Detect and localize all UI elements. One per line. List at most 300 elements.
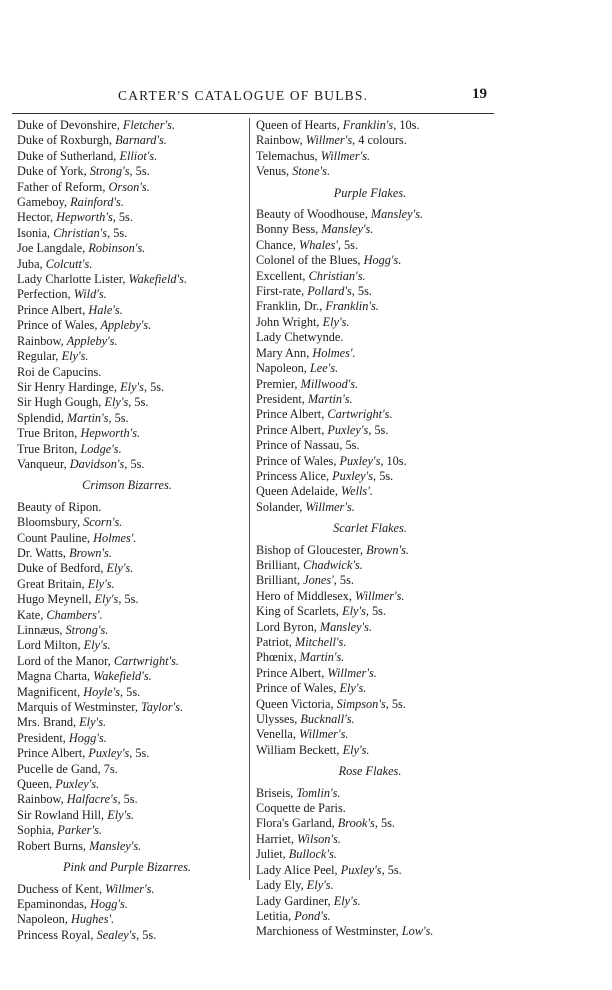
catalogue-entry bbox=[17, 882, 257, 897]
grower-name: Brown's. bbox=[69, 545, 112, 560]
catalogue-entry bbox=[256, 361, 504, 376]
grower-name: Appleby's. bbox=[100, 318, 152, 333]
variety-name: Napoleon, bbox=[256, 361, 310, 376]
catalogue-entry bbox=[17, 287, 257, 302]
grower-name: Franklin's bbox=[342, 118, 394, 132]
grower-name: Puxley's bbox=[339, 453, 381, 468]
variety-name: Lord Byron, bbox=[256, 619, 320, 634]
catalogue-entry bbox=[256, 743, 504, 758]
variety-name: Splendid, bbox=[17, 410, 67, 425]
catalogue-entry bbox=[256, 816, 504, 831]
price-note: , 5s. bbox=[368, 422, 389, 437]
variety-name: Prince Albert, bbox=[17, 302, 89, 317]
variety-name: Briseis, bbox=[256, 785, 297, 800]
variety-name: Bishop of Gloucester, bbox=[256, 542, 367, 557]
catalogue-entry bbox=[256, 238, 504, 253]
catalogue-entry bbox=[17, 792, 257, 807]
price-note: , 5s. bbox=[373, 468, 394, 483]
variety-name: Duke of York, bbox=[17, 164, 90, 179]
page-number: 19 bbox=[472, 86, 487, 102]
section-heading-rose-flakes: Rose Flakes. bbox=[338, 764, 402, 779]
catalogue-entry bbox=[17, 133, 257, 148]
catalogue-entry bbox=[17, 839, 257, 854]
price-note: , 5s. bbox=[124, 456, 145, 471]
catalogue-entry bbox=[17, 700, 257, 715]
catalogue-entry bbox=[17, 623, 257, 638]
grower-name: Lodge's. bbox=[80, 441, 122, 456]
variety-name: Rainbow, bbox=[17, 792, 67, 807]
price-note: , 5s. bbox=[107, 225, 128, 240]
grower-name: Rainford's. bbox=[70, 195, 124, 210]
price-note: , 5s. bbox=[117, 792, 138, 807]
grower-name: Hoyle's bbox=[83, 684, 121, 699]
grower-name: Low's. bbox=[401, 924, 434, 939]
grower-name: Mansley's. bbox=[89, 838, 142, 853]
catalogue-entry bbox=[256, 284, 504, 299]
catalogue-entry bbox=[256, 392, 504, 407]
price-note: , 5s. bbox=[365, 604, 387, 619]
catalogue-entry bbox=[17, 195, 257, 210]
price-note: , 5s. bbox=[337, 237, 359, 252]
catalogue-entry bbox=[17, 777, 257, 792]
catalogue-entry bbox=[256, 573, 504, 588]
grower-name: Taylor's. bbox=[140, 700, 184, 715]
grower-name: Martin's bbox=[66, 410, 109, 425]
grower-name: Mansley's. bbox=[370, 207, 424, 222]
catalogue-entry bbox=[256, 133, 504, 148]
variety-name: Linnæus, bbox=[17, 623, 66, 637]
grower-name: Jones' bbox=[303, 573, 334, 588]
variety-name: Sir Rowland Hill, bbox=[17, 807, 108, 822]
catalogue-entry bbox=[17, 457, 257, 472]
variety-name: Duke of Sutherland, bbox=[17, 148, 120, 163]
grower-name: Willmer's. bbox=[299, 727, 349, 742]
variety-name: Franklin, Dr., bbox=[256, 299, 326, 314]
grower-name: Hepworth's. bbox=[80, 426, 141, 441]
variety-name: Beauty of Ripon. bbox=[17, 499, 102, 514]
variety-name: Queen Victoria, bbox=[256, 696, 337, 711]
variety-name: Coquette de Paris. bbox=[256, 801, 346, 816]
catalogue-entry bbox=[256, 543, 504, 558]
grower-name: Parker's. bbox=[57, 823, 102, 838]
variety-name: Lord Milton, bbox=[17, 638, 84, 653]
variety-name: Phœnix, bbox=[256, 650, 300, 665]
grower-name: Elliot's. bbox=[119, 148, 158, 163]
catalogue-entry bbox=[256, 330, 504, 345]
catalogue-entry bbox=[256, 299, 504, 314]
catalogue-entry bbox=[17, 318, 257, 333]
variety-name: Premier, bbox=[256, 376, 301, 391]
grower-name: Appleby's. bbox=[66, 333, 118, 348]
catalogue-entry bbox=[17, 303, 257, 318]
variety-name: Prince of Wales, bbox=[17, 318, 101, 333]
catalogue-entry bbox=[256, 847, 504, 862]
grower-name: Brown's. bbox=[366, 542, 410, 557]
variety-name: Roi de Capucins. bbox=[17, 364, 102, 379]
catalogue-entry bbox=[256, 924, 504, 939]
variety-name: Joe Langdale, bbox=[17, 241, 89, 256]
catalogue-entry bbox=[256, 604, 504, 619]
price-note: , 10s. bbox=[380, 453, 407, 468]
price-note: , 5s. bbox=[118, 592, 139, 607]
variety-name: Hugo Meynell, bbox=[17, 592, 95, 607]
catalogue-entry bbox=[17, 654, 257, 669]
variety-name: Prince Albert, bbox=[256, 665, 328, 680]
grower-name: Ely's. bbox=[79, 715, 107, 730]
variety-name: King of Scarlets, bbox=[256, 604, 343, 619]
price-note: , 5s. bbox=[108, 410, 129, 425]
price-note: , 10s. bbox=[393, 118, 420, 132]
catalogue-entry bbox=[256, 149, 504, 164]
catalogue-entry bbox=[17, 897, 257, 912]
catalogue-entry bbox=[256, 118, 504, 133]
variety-name: Ulysses, bbox=[256, 712, 301, 727]
catalogue-entry bbox=[17, 808, 257, 823]
catalogue-entry bbox=[256, 500, 504, 515]
variety-name: True Briton, bbox=[17, 441, 81, 456]
variety-name: Hero of Middlesex, bbox=[256, 588, 356, 603]
catalogue-entry bbox=[256, 681, 504, 696]
grower-name: Cartwright's. bbox=[327, 407, 393, 422]
variety-name: Vanqueur, bbox=[17, 456, 70, 471]
grower-name: Ely's bbox=[120, 379, 144, 394]
catalogue-entry bbox=[17, 411, 257, 426]
variety-name: Magna Charta, bbox=[17, 669, 94, 684]
section-heading-pink-purple-bizarres: Pink and Purple Bizarres. bbox=[63, 860, 191, 875]
variety-name: President, bbox=[17, 730, 69, 745]
variety-name: Flora's Garland, bbox=[256, 816, 338, 831]
grower-name: Cartwright's. bbox=[113, 653, 180, 668]
variety-name: Telemachus, bbox=[256, 148, 321, 163]
variety-name: John Wright, bbox=[256, 314, 323, 329]
variety-name: Napoleon, bbox=[17, 912, 71, 927]
variety-name: Lord of the Manor, bbox=[17, 653, 114, 668]
left-column bbox=[17, 118, 257, 943]
grower-name: Barnard's. bbox=[115, 133, 167, 148]
catalogue-entry bbox=[17, 561, 257, 576]
grower-name: Scorn's. bbox=[83, 515, 123, 530]
section-heading-crimson-bizarres: Crimson Bizarres. bbox=[82, 478, 172, 493]
grower-name: Ely's. bbox=[342, 742, 370, 757]
grower-name: Hughes'. bbox=[70, 912, 115, 927]
grower-name: Ely's. bbox=[106, 561, 134, 576]
variety-name: Excellent, bbox=[256, 268, 309, 283]
grower-name: Chambers'. bbox=[46, 607, 103, 622]
catalogue-entry bbox=[256, 589, 504, 604]
variety-name: Epaminondas, bbox=[17, 896, 91, 911]
variety-name: Bonny Bess, bbox=[256, 222, 322, 237]
catalogue-entry bbox=[256, 909, 504, 924]
section-heading-purple-flakes: Purple Flakes. bbox=[333, 185, 407, 200]
grower-name: Puxley's bbox=[88, 746, 130, 761]
grower-name: Willmer's. bbox=[320, 148, 371, 163]
variety-name: Princess Alice, bbox=[256, 468, 333, 483]
variety-name: Solander, bbox=[256, 499, 306, 514]
variety-name: Chance, bbox=[256, 237, 300, 252]
price-note: , 5s. bbox=[143, 379, 165, 394]
variety-name: Lady Charlotte Lister, bbox=[17, 272, 129, 287]
variety-name: Beauty of Woodhouse, bbox=[256, 207, 371, 222]
catalogue-entry bbox=[17, 272, 257, 287]
right-column bbox=[256, 118, 504, 940]
variety-name: Isonia, bbox=[17, 225, 54, 240]
grower-name: Willmer's. bbox=[355, 588, 405, 603]
grower-name: Puxley's bbox=[332, 468, 374, 483]
catalogue-entry bbox=[256, 484, 504, 499]
variety-name: Dr. Watts, bbox=[17, 545, 70, 560]
catalogue-entry bbox=[17, 762, 257, 777]
catalogue-entry bbox=[17, 365, 257, 380]
grower-name: Hogg's. bbox=[363, 253, 402, 268]
variety-name: Mrs. Brand, bbox=[17, 715, 80, 730]
catalogue-entry bbox=[256, 727, 504, 742]
grower-name: Wild's. bbox=[73, 287, 107, 302]
variety-name: Perfection, bbox=[17, 287, 74, 302]
grower-name: Mansley's. bbox=[319, 619, 373, 634]
price-note: , 5s. bbox=[129, 746, 150, 761]
grower-name: Millwood's. bbox=[300, 376, 359, 391]
grower-name: Wakefield's. bbox=[93, 669, 152, 684]
catalogue-entry bbox=[17, 395, 257, 410]
grower-name: Simpson's bbox=[336, 696, 386, 711]
grower-name: Willmer's. bbox=[327, 665, 377, 680]
variety-name: President, bbox=[256, 391, 308, 406]
variety-list bbox=[17, 882, 257, 944]
grower-name: Brook's bbox=[337, 816, 375, 831]
grower-name: Bullock's. bbox=[288, 847, 337, 862]
variety-name: Rainbow, bbox=[256, 133, 306, 148]
variety-name: Rainbow, bbox=[17, 333, 67, 348]
grower-name: Willmer's. bbox=[305, 499, 355, 514]
catalogue-entry bbox=[17, 334, 257, 349]
price-note: , 5s. bbox=[128, 395, 149, 410]
grower-name: Strong's. bbox=[65, 623, 109, 637]
variety-name: First-rate, bbox=[256, 284, 308, 299]
catalogue-entry bbox=[17, 746, 257, 761]
grower-name: Ely's. bbox=[306, 878, 334, 893]
grower-name: Wells'. bbox=[341, 484, 373, 499]
variety-name: Sir Hugh Gough, bbox=[17, 395, 105, 410]
price-note: , 5s. bbox=[333, 573, 354, 588]
variety-name: Prince Albert, bbox=[256, 422, 328, 437]
variety-name: Father of Reform, bbox=[17, 179, 109, 194]
catalogue-entry bbox=[17, 149, 257, 164]
variety-name: Duke of Roxburgh, bbox=[17, 133, 116, 148]
grower-name: Strong's bbox=[89, 164, 130, 179]
catalogue-entry bbox=[256, 620, 504, 635]
page-header bbox=[0, 88, 612, 108]
grower-name: Pollard's bbox=[307, 284, 352, 299]
catalogue-entry bbox=[256, 269, 504, 284]
variety-name: Letitia, bbox=[256, 908, 295, 923]
grower-name: Fletcher's. bbox=[122, 118, 176, 132]
grower-name: Ely's. bbox=[107, 807, 135, 822]
grower-name: Christian's bbox=[53, 225, 108, 240]
grower-name: Willmer's. bbox=[105, 881, 155, 896]
price-note: , 5s. bbox=[351, 284, 372, 299]
variety-list bbox=[256, 543, 504, 759]
price-note: , 5s. bbox=[136, 927, 157, 942]
grower-name: Willmer's bbox=[305, 133, 353, 148]
catalogue-entry bbox=[256, 315, 504, 330]
variety-name: Prince Albert, bbox=[17, 746, 89, 761]
grower-name: Holmes'. bbox=[312, 345, 356, 360]
variety-list bbox=[256, 118, 504, 180]
grower-name: Ely's bbox=[94, 592, 119, 607]
catalogue-entry bbox=[256, 786, 504, 801]
variety-name: Gameboy, bbox=[17, 195, 71, 210]
variety-name: Queen Adelaide, bbox=[256, 484, 342, 499]
price-note: , 5s. bbox=[129, 164, 150, 179]
variety-name: Regular, bbox=[17, 349, 62, 364]
variety-name: William Beckett, bbox=[256, 742, 343, 757]
grower-name: Hogg's. bbox=[68, 730, 107, 745]
catalogue-entry bbox=[17, 426, 257, 441]
catalogue-entry bbox=[17, 669, 257, 684]
grower-name: Wakefield's. bbox=[128, 272, 188, 287]
variety-name: Duke of Devonshire, bbox=[17, 118, 123, 132]
catalogue-entry bbox=[256, 558, 504, 573]
variety-name: Colonel of the Blues, bbox=[256, 253, 364, 268]
variety-name: Brilliant, bbox=[256, 573, 304, 588]
variety-name: Marchioness of Westminster, bbox=[256, 924, 402, 939]
variety-name: Queen, bbox=[17, 777, 56, 792]
variety-list bbox=[17, 118, 257, 472]
variety-name: Count Pauline, bbox=[17, 530, 94, 545]
variety-name: Pucelle de Gand, 7s. bbox=[17, 761, 118, 776]
grower-name: Ely's bbox=[104, 395, 129, 410]
price-note: , 4 colours. bbox=[352, 133, 407, 148]
catalogue-entry bbox=[17, 608, 257, 623]
grower-name: Martin's. bbox=[307, 391, 353, 406]
variety-name: Sir Henry Hardinge, bbox=[17, 379, 121, 394]
grower-name: Puxley's. bbox=[55, 777, 100, 792]
catalogue-entry bbox=[256, 878, 504, 893]
catalogue-entry bbox=[17, 515, 257, 530]
grower-name: Chadwick's. bbox=[303, 557, 363, 572]
variety-name: Brilliant, bbox=[256, 557, 304, 572]
catalogue-entry bbox=[17, 592, 257, 607]
catalogue-entry bbox=[256, 801, 504, 816]
grower-name: Ely's. bbox=[339, 681, 367, 696]
grower-name: Ely's. bbox=[322, 314, 350, 329]
grower-name: Mansley's. bbox=[321, 222, 374, 237]
variety-name: Sophia, bbox=[17, 823, 58, 838]
catalogue-entry bbox=[256, 666, 504, 681]
grower-name: Stone's. bbox=[292, 164, 331, 179]
variety-name: Princess Royal, bbox=[17, 927, 97, 942]
catalogue-entry bbox=[17, 226, 257, 241]
catalogue-entry bbox=[256, 407, 504, 422]
price-note: , 5s. bbox=[112, 210, 133, 225]
variety-name: Lady Ely, bbox=[256, 878, 307, 893]
grower-name: Sealey's bbox=[96, 927, 137, 942]
catalogue-entry bbox=[256, 832, 504, 847]
price-note: , 5s. bbox=[381, 862, 402, 877]
catalogue-entry bbox=[17, 638, 257, 653]
grower-name: Ely's. bbox=[61, 349, 89, 364]
price-note: , 5s. bbox=[120, 684, 141, 699]
variety-name: Magnificent, bbox=[17, 684, 84, 699]
catalogue-entry bbox=[256, 438, 504, 453]
price-note: , 5s. bbox=[374, 816, 395, 831]
variety-name: Duke of Bedford, bbox=[17, 561, 107, 576]
variety-name: Lady Gardiner, bbox=[256, 893, 334, 908]
grower-name: Tomlin's. bbox=[296, 785, 341, 800]
catalogue-entry bbox=[17, 257, 257, 272]
variety-name: Lady Alice Peel, bbox=[256, 862, 341, 877]
grower-name: Ely's. bbox=[83, 638, 111, 653]
catalogue-entry bbox=[17, 531, 257, 546]
catalogue-entry bbox=[17, 823, 257, 838]
variety-name: Kate, bbox=[17, 607, 47, 622]
catalogue-entry bbox=[17, 118, 257, 133]
grower-name: Puxley's bbox=[327, 422, 369, 437]
grower-name: Martin's. bbox=[299, 650, 345, 665]
catalogue-entry bbox=[17, 349, 257, 364]
grower-name: Puxley's bbox=[340, 862, 382, 877]
variety-name: True Briton, bbox=[17, 426, 81, 441]
catalogue-entry bbox=[17, 442, 257, 457]
variety-name: Great Britain, bbox=[17, 576, 88, 591]
catalogue-entry bbox=[17, 912, 257, 927]
catalogue-entry bbox=[256, 377, 504, 392]
catalogue-entry bbox=[17, 731, 257, 746]
variety-name: Lady Chetwynde. bbox=[256, 330, 344, 345]
catalogue-entry bbox=[17, 500, 257, 515]
variety-name: Harriet, bbox=[256, 831, 297, 846]
grower-name: Holmes'. bbox=[93, 530, 137, 545]
catalogue-entry bbox=[256, 712, 504, 727]
variety-name: Venella, bbox=[256, 727, 300, 742]
catalogue-entry bbox=[256, 863, 504, 878]
catalogue-entry bbox=[256, 222, 504, 237]
variety-name: Hector, bbox=[17, 210, 57, 225]
variety-name: Juba, bbox=[17, 256, 46, 271]
header-rule bbox=[12, 113, 494, 114]
catalogue-entry bbox=[256, 423, 504, 438]
grower-name: Halfacre's bbox=[66, 792, 118, 807]
grower-name: Ely's. bbox=[333, 893, 361, 908]
variety-name: Prince of Nassau, 5s. bbox=[256, 438, 360, 453]
catalogue-entry bbox=[256, 469, 504, 484]
section-heading-scarlet-flakes: Scarlet Flakes. bbox=[333, 521, 407, 536]
catalogue-entry bbox=[17, 210, 257, 225]
price-note: , 5s. bbox=[385, 696, 406, 711]
variety-name: Juliet, bbox=[256, 847, 289, 862]
grower-name: Davidson's bbox=[69, 456, 125, 471]
grower-name: Pond's. bbox=[294, 908, 331, 923]
grower-name: Colcutt's. bbox=[45, 256, 93, 271]
grower-name: Ely's. bbox=[87, 576, 115, 591]
catalogue-entry bbox=[17, 546, 257, 561]
variety-list bbox=[256, 207, 504, 515]
grower-name: Mitchell's. bbox=[294, 635, 347, 649]
catalogue-entry bbox=[256, 894, 504, 909]
catalogue-entry bbox=[256, 697, 504, 712]
grower-name: Wilson's. bbox=[296, 831, 341, 846]
variety-name: Marquis of Westminster, bbox=[17, 700, 141, 715]
catalogue-entry bbox=[17, 928, 257, 943]
variety-name: Bloomsbury, bbox=[17, 515, 84, 530]
catalogue-entry bbox=[256, 454, 504, 469]
grower-name: Hepworth's bbox=[56, 210, 113, 225]
running-title: CARTER'S CATALOGUE OF BULBS. bbox=[118, 88, 369, 103]
catalogue-entry bbox=[17, 180, 257, 195]
catalogue-entry bbox=[256, 164, 504, 179]
grower-name: Hale's. bbox=[88, 302, 123, 317]
catalogue-entry bbox=[256, 650, 504, 665]
